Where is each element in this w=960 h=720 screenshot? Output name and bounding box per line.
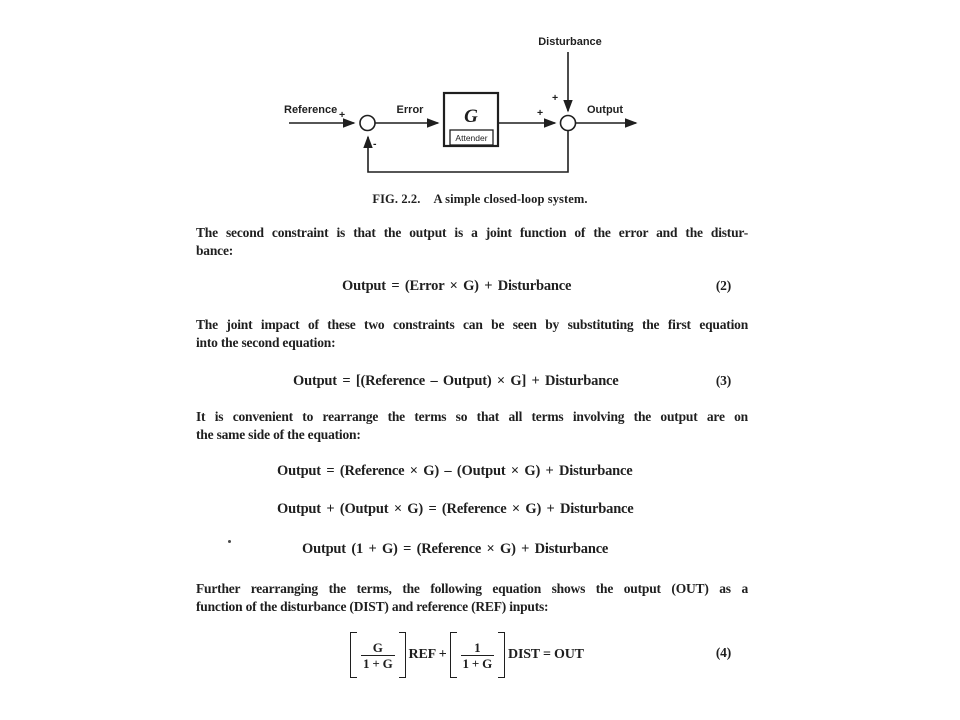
minus-feedback-sign: - xyxy=(373,138,377,150)
rearranged-equation-2: Output + (Output × G) = (Reference × G) + Disturbance xyxy=(277,501,634,517)
equation-2: Output = (Error × G) + Disturbance xyxy=(342,278,572,294)
rearranged-equation-row-1 xyxy=(0,463,960,481)
fraction-2-numerator: 1 xyxy=(474,639,481,655)
paragraph-1-line-2: bance: xyxy=(196,243,234,258)
figure-caption-text: A simple closed-loop system. xyxy=(433,192,588,206)
equation-4-number: (4) xyxy=(715,645,731,660)
error-label: Error xyxy=(396,104,424,116)
paragraph-3-line-1: It is convenient to rearrange the terms so that all terms involving the output are on xyxy=(196,409,748,424)
rearranged-equation-row-3 xyxy=(0,541,960,559)
attender-label: Attender xyxy=(455,133,488,143)
fraction-1-denominator: 1 + G xyxy=(363,655,393,671)
rearranged-equation-1: Output = (Reference × G) – (Output × G) + Disturbance xyxy=(277,463,633,479)
output-label: Output xyxy=(587,104,624,116)
disturbance-label: Disturbance xyxy=(538,36,602,48)
equation-3-row xyxy=(0,373,960,391)
paragraph-1 xyxy=(196,224,748,260)
equation-2-number: (2) xyxy=(715,278,731,293)
figure-caption xyxy=(190,192,770,207)
paragraph-2-line-1: The joint impact of these two constraints can be seen by substituting the first equation xyxy=(196,317,748,332)
rearranged-equation-row-2 xyxy=(0,501,960,519)
reference-label: Reference xyxy=(284,104,338,116)
paragraph-4 xyxy=(196,580,748,616)
summing-junction-left xyxy=(360,116,375,131)
figure-caption-number: FIG. 2.2. xyxy=(372,192,421,206)
equation-4-tail: DIST = OUT xyxy=(508,647,584,662)
paragraph-4-line-1: Further rearranging the terms, the following equation shows the output (OUT) as a xyxy=(196,581,748,596)
plus-reference-sign: + xyxy=(339,109,346,121)
paragraph-1-line-1: The second constraint is that the output is a joint function of the error and the distur- xyxy=(196,225,748,240)
plus-disturbance-sign: + xyxy=(552,92,559,104)
closed-loop-diagram xyxy=(280,25,650,180)
paragraph-3-line-2: the same side of the equation: xyxy=(196,427,361,442)
gain-label: G xyxy=(464,106,478,127)
fraction-2-denominator: 1 + G xyxy=(462,655,493,671)
paragraph-3 xyxy=(196,408,748,444)
rearranged-equation-3: Output (1 + G) = (Reference × G) + Disturbance xyxy=(302,541,609,557)
equation-4-middle: REF + xyxy=(408,647,447,662)
equation-3-number: (3) xyxy=(715,373,731,388)
paragraph-4-line-2: function of the disturbance (DIST) and reference (REF) inputs: xyxy=(196,599,549,614)
equation-2-row xyxy=(0,278,960,296)
summing-junction-right xyxy=(561,116,576,131)
paragraph-2-line-2: into the second equation: xyxy=(196,335,336,350)
equation-4-number-row xyxy=(0,645,960,663)
paragraph-2 xyxy=(196,316,748,352)
fraction-1-numerator: G xyxy=(372,639,383,655)
plus-signal-sign: + xyxy=(537,107,544,119)
equation-3: Output = [(Reference – Output) × G] + Disturbance xyxy=(293,373,619,389)
